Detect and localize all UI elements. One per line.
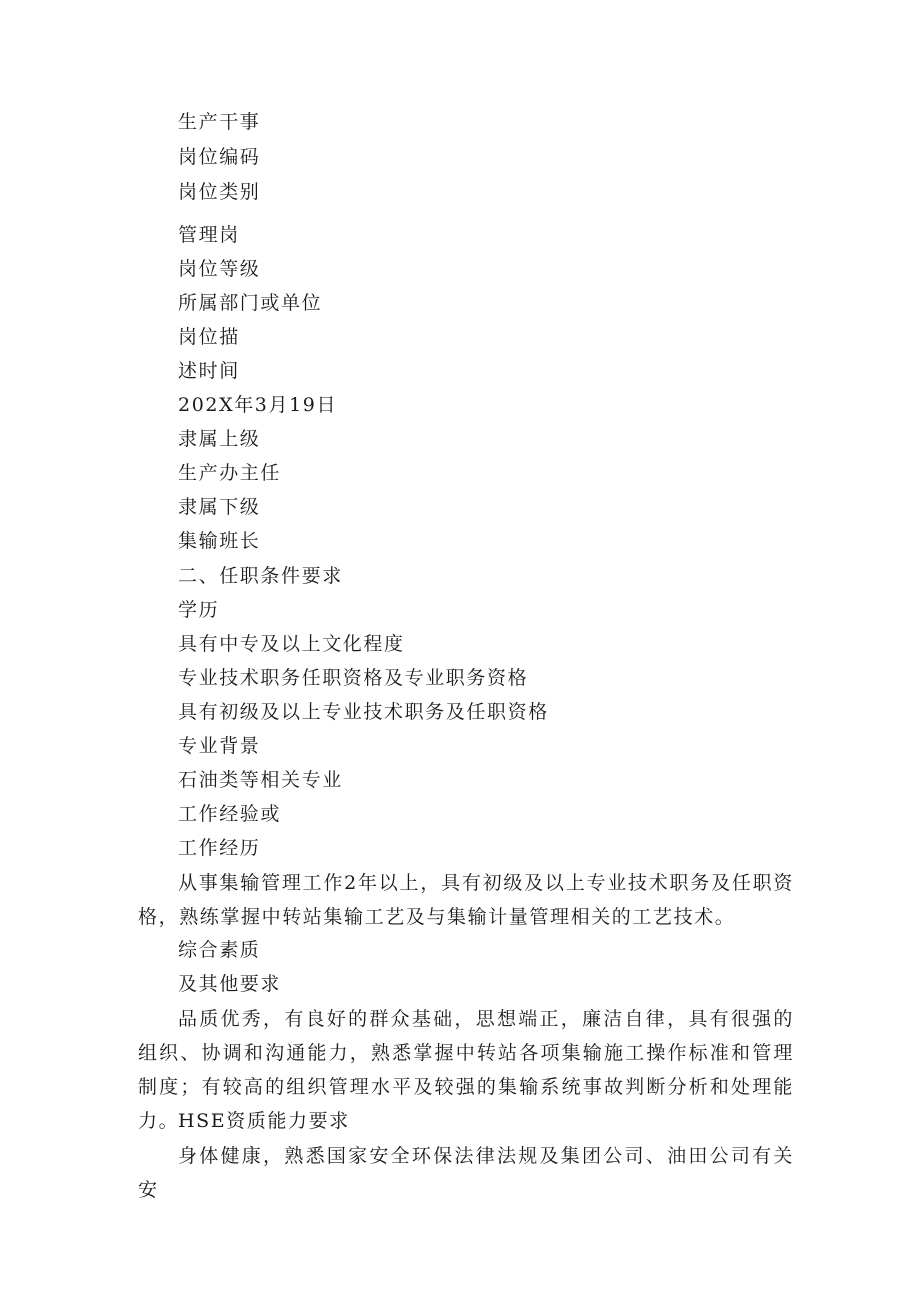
paragraph-quality: 品质优秀，有良好的群众基础，思想端正，廉洁自律，具有很强的组织、协调和沟通能力，熟悉掌握中转站各项集输施工操作标准和管理制度；有较高的组织管理水平及较强的集输系统事故判断分析和处理能力。 bbox=[138, 1008, 794, 1132]
text-line-education-value: 具有中专及以上文化程度 bbox=[178, 633, 405, 655]
text-line-experience-label-1: 工作经验或 bbox=[178, 803, 282, 825]
text-line-background-label: 专业背景 bbox=[178, 735, 261, 757]
text-line-quality-label-2: 及其他要求 bbox=[178, 973, 282, 995]
text-line-qualification-value: 具有初级及以上专业技术职务及任职资格 bbox=[178, 701, 549, 723]
text-line-position-title: 生产干事 bbox=[178, 111, 261, 133]
text-line-position-category-label: 岗位类别 bbox=[178, 181, 261, 203]
text-line-description-label-1: 岗位描 bbox=[178, 326, 240, 348]
text-line-position-level-label: 岗位等级 bbox=[178, 258, 261, 280]
text-line-background-value: 石油类等相关专业 bbox=[178, 769, 343, 791]
paragraph-experience: 从事集输管理工作2年以上，具有初级及以上专业技术职务及任职资格，熟练掌握中转站集输工艺及与集输计量管理相关的工艺技术。 bbox=[138, 872, 794, 928]
text-line-date: 202X年3月19日 bbox=[178, 394, 338, 416]
text-line-experience-label-2: 工作经历 bbox=[178, 837, 261, 859]
text-line-subordinate-label: 隶属下级 bbox=[178, 496, 261, 518]
text-line-description-label-2: 述时间 bbox=[178, 360, 240, 382]
text-line-education-label: 学历 bbox=[178, 599, 220, 621]
paragraph-hse: 身体健康，熟悉国家安全环保法律法规及集团公司、油田公司有关安 bbox=[138, 1145, 794, 1201]
text-line-quality-label-1: 综合素质 bbox=[178, 939, 261, 961]
text-line-department-label: 所属部门或单位 bbox=[178, 292, 323, 314]
text-line-subordinate-value: 集输班长 bbox=[178, 530, 261, 552]
text-line-superior-label: 隶属上级 bbox=[178, 428, 261, 450]
text-line-hse-label: HSE资质能力要求 bbox=[178, 1110, 350, 1132]
text-line-qualification-label: 专业技术职务任职资格及专业职务资格 bbox=[178, 667, 529, 689]
section-heading-requirements: 二、任职条件要求 bbox=[178, 565, 343, 587]
text-line-superior-value: 生产办主任 bbox=[178, 462, 282, 484]
text-line-position-category-value: 管理岗 bbox=[178, 224, 240, 246]
text-line-position-code-label: 岗位编码 bbox=[178, 146, 261, 168]
